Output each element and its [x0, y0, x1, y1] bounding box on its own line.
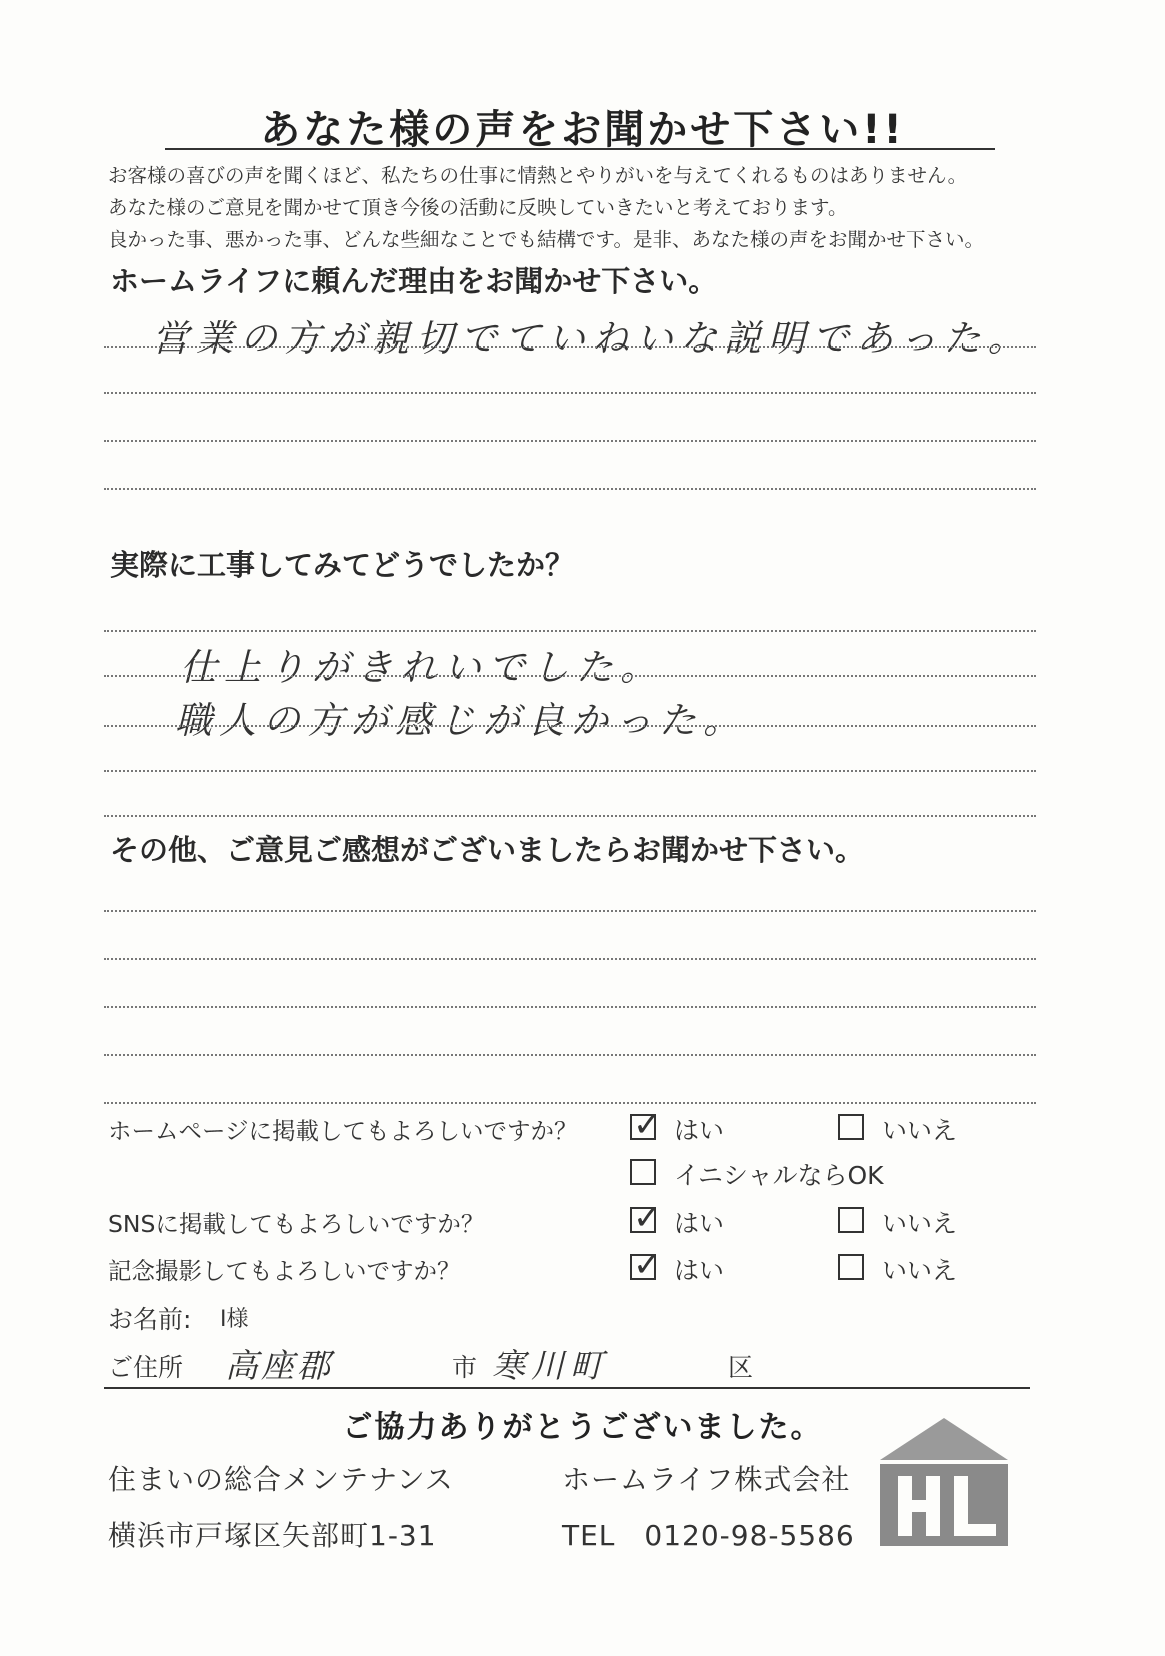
- photo-yes-checkbox[interactable]: [630, 1245, 662, 1285]
- section-heading-reason: ホームライフに頼んだ理由をお聞かせ下さい。: [110, 264, 718, 298]
- address-town: 寒川町: [492, 1346, 609, 1385]
- footer-tel: TEL 0120-98-5586: [562, 1519, 855, 1552]
- homepage-initial-label: イニシャルならOK: [674, 1161, 884, 1190]
- photo-no-label: いいえ: [882, 1256, 958, 1285]
- sns-yes-checkbox[interactable]: [630, 1198, 662, 1238]
- footer-tagline: 住まいの総合メンテナンス: [108, 1463, 454, 1496]
- answer-line: [104, 1054, 1036, 1056]
- sns-yes-label: はい: [674, 1209, 725, 1238]
- name-value: I様: [220, 1307, 249, 1332]
- homepage-yes-checkbox[interactable]: [630, 1105, 662, 1145]
- answer-line: [104, 392, 1036, 394]
- photo-yes-label: はい: [674, 1256, 725, 1285]
- house-hl-logo-icon: [880, 1418, 1008, 1546]
- answer-line: [104, 630, 1036, 632]
- answer-line: [104, 1006, 1036, 1008]
- name-label: お名前:: [108, 1305, 192, 1334]
- answer-line: [104, 488, 1036, 490]
- photo-no-checkbox[interactable]: [838, 1254, 864, 1280]
- page-title: あなた様の声をお聞かせ下さい!!: [260, 107, 905, 153]
- intro-line: あなた様のご意見を聞かせて頂き今後の活動に反映していきたいと考えております。: [108, 196, 848, 219]
- answer-line: [104, 675, 1036, 677]
- handwritten-answer: 営業の方が親切でていねいな説明であった。: [152, 317, 1032, 360]
- answer-line: [104, 725, 1036, 727]
- address-city-suffix: 市: [452, 1353, 478, 1382]
- address-prefecture: 高座郡: [225, 1346, 333, 1385]
- handwritten-answer: 仕上りがきれいでした。: [180, 646, 664, 689]
- check-mark-icon: ✓: [633, 1245, 662, 1285]
- homepage-no-label: いいえ: [882, 1116, 958, 1145]
- section-heading-comments: その他、ご意見ご感想がございましたらお聞かせ下さい。: [110, 833, 865, 867]
- photo-consent-question: 記念撮影してもよろしいですか？: [108, 1257, 461, 1285]
- thanks-message: ご協力ありがとうございました。: [342, 1410, 823, 1445]
- homepage-yes-label: はい: [674, 1116, 725, 1145]
- answer-line: [104, 346, 1036, 348]
- sns-no-checkbox[interactable]: [838, 1207, 864, 1233]
- footer-company: ホームライフ株式会社: [562, 1463, 851, 1496]
- sns-no-label: いいえ: [882, 1209, 958, 1238]
- address-underline: [104, 1387, 1030, 1389]
- footer-address: 横浜市戸塚区矢部町1-31: [108, 1519, 437, 1552]
- answer-line: [104, 1102, 1036, 1104]
- intro-line: 良かった事、悪かった事、どんな些細なことでも結構です。是非、あなた様の声をお聞かせ下さい。: [108, 228, 984, 251]
- answer-line: [104, 910, 1036, 912]
- answer-line: [104, 815, 1036, 817]
- answer-line: [104, 770, 1036, 772]
- homepage-consent-question: ホームページに掲載してもよろしいですか？: [108, 1117, 578, 1145]
- answer-line: [104, 958, 1036, 960]
- address-label: ご住所: [108, 1353, 184, 1382]
- homepage-no-checkbox[interactable]: [838, 1114, 864, 1140]
- address-ward-suffix: 区: [728, 1353, 754, 1382]
- check-mark-icon: ✓: [633, 1198, 662, 1238]
- handwritten-answer: 職人の方が感じが良かった。: [175, 699, 747, 742]
- check-mark-icon: ✓: [633, 1105, 662, 1145]
- answer-line: [104, 440, 1036, 442]
- section-heading-experience: 実際に工事してみてどうでしたか？: [110, 548, 575, 582]
- title-underline: [165, 148, 995, 150]
- intro-line: お客様の喜びの声を聞くほど、私たちの仕事に情熱とやりがいを与えてくれるものはありません。: [108, 164, 968, 187]
- homepage-initial-checkbox[interactable]: [630, 1159, 656, 1185]
- sns-consent-question: SNSに掲載してもよろしいですか？: [108, 1210, 485, 1238]
